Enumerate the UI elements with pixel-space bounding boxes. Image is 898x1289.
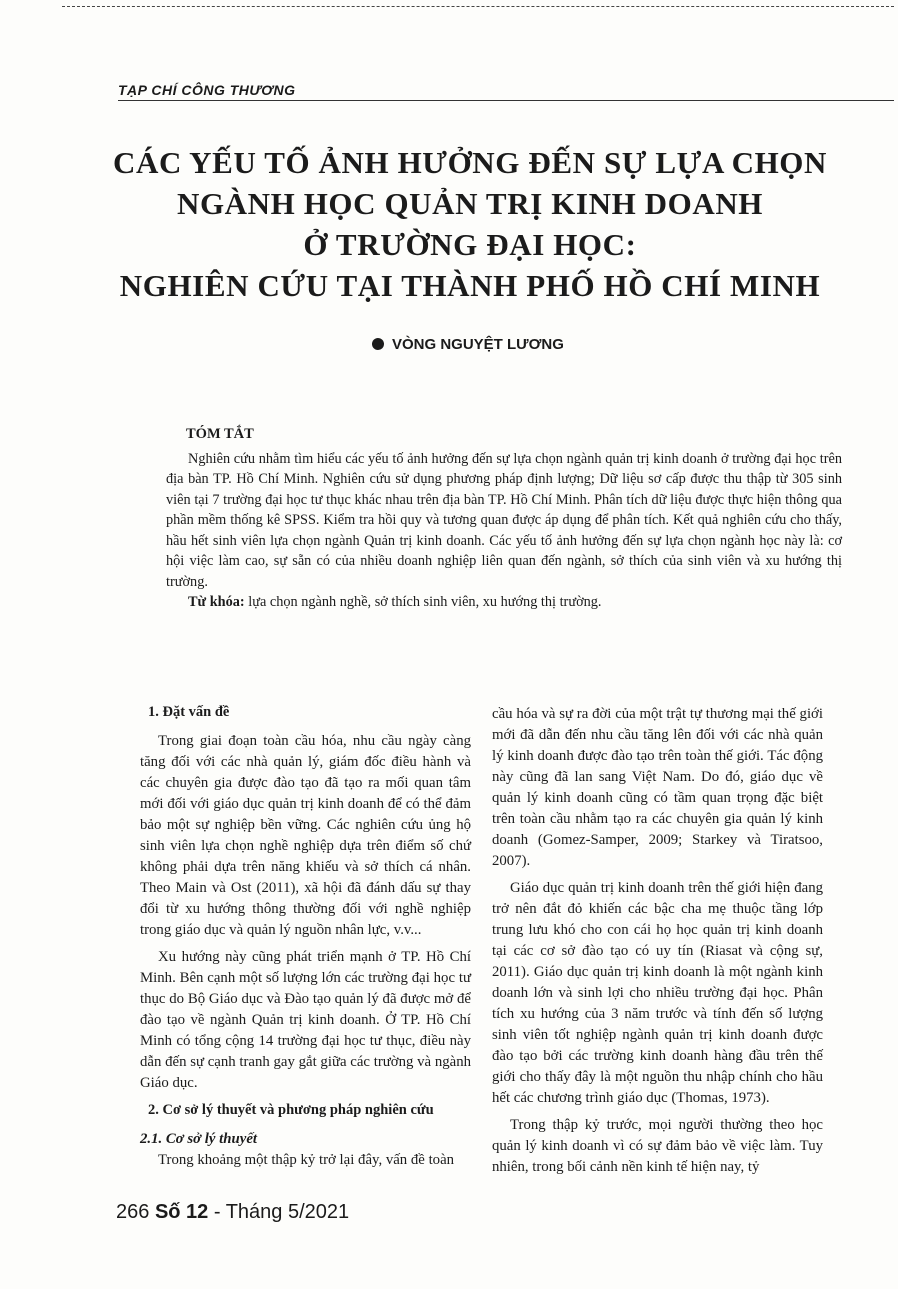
abstract [166,424,842,613]
issue-number: Số 12 [154,1201,209,1223]
top-dashed-rule [62,6,894,7]
page-number: 266 [116,1201,150,1223]
abstract-heading: TÓM TẮT [186,426,254,442]
paragraph: cầu hóa và sự ra đời của một trật tự thương mại thế giới mới đã dẫn đến nhu cầu tăng lên đối với các nhà quản lý kinh doanh được đào tạo trên toàn thế giới. Tác động này cũng đã lan sang Việt Nam. Do đó, giáo dục về quản lý kinh doanh cũng có tầm quan trọng đặc biệt trên toàn cầu nhằm tạo ra các chuyên gia quản lý kinh doanh (Gomez-Samper, 2009; Starkey và Tiratsoo, 2007). [492,706,823,869]
right-column [492,704,823,1178]
section-heading: 1. Đặt vấn đề [148,704,230,720]
keywords [166,592,842,613]
article-title [100,142,840,306]
subsection-heading: 2.1. Cơ sở lý thuyết [140,1131,257,1147]
page-footer [116,1201,349,1224]
title-line: NGÀNH HỌC QUẢN TRỊ KINH DOANH [176,186,764,221]
title-line: Ở TRƯỜNG ĐẠI HỌC: [303,227,637,262]
title-line: NGHIÊN CỨU TẠI THÀNH PHỐ HỒ CHÍ MINH [119,268,821,303]
author-name: VÒNG NGUYỆT LƯƠNG [392,336,564,353]
issue-date: - Tháng 5/2021 [213,1201,350,1223]
paragraph: Trong giai đoạn toàn cầu hóa, nhu cầu ngày càng tăng đối với các nhà quản lý, giám đốc điều hành và các chuyên gia được đào tạo đã tạo ra mối quan tâm mới đối với giáo dục quản trị kinh doanh để có thể đảm bảo một sự nghiệp bền vững. Các nghiên cứu ủng hộ sinh viên lựa chọn nghề nghiệp dựa trên điểm số chứ không phải dựa trên năng khiếu và sở thích cá nhân. Theo Main và Ost (2011), xã hội đã đánh dấu sự thay đổi từ xu hướng thông thường đối với nghề nghiệp trong giáo dục và quản lý nguồn nhân lực, v.v... [140,733,471,938]
title-line: CÁC YẾU TỐ ẢNH HƯỞNG ĐẾN SỰ LỰA CHỌN [113,145,827,180]
left-column [140,702,471,1171]
paragraph: Trong thập kỷ trước, mọi người thường theo học quản lý kinh doanh vì có sự đảm bảo về việc làm. Tuy nhiên, trong bối cảnh nền kinh tế hiện nay, tỷ [492,1117,823,1175]
keywords-text: lựa chọn ngành nghề, sở thích sinh viên, xu hướng thị trường. [244,594,602,610]
paragraph: Trong khoảng một thập kỷ trở lại đây, vấn đề toàn [158,1152,455,1168]
section-heading: 2. Cơ sở lý thuyết và phương pháp nghiên cứu [148,1102,434,1118]
journal-name: TẠP CHÍ CÔNG THƯƠNG [118,82,296,98]
abstract-body: Nghiên cứu nhằm tìm hiểu các yếu tố ảnh hưởng đến sự lựa chọn ngành quản trị kinh doanh ở trường đại học trên địa bàn TP. Hồ Chí Minh. Nghiên cứu sử dụng phương pháp định lượng; Dữ liệu sơ cấp được thu thập từ 305 sinh viên tại 7 trường đại học tư thục khác nhau trên địa bàn TP. Hồ Chí Minh. Phân tích dữ liệu được thực hiện thông qua phần mềm thống kê SPSS. Kiểm tra hồi quy và tương quan được áp dụng để phân tích. Kết quả nghiên cứu cho thấy, hầu hết sinh viên lựa chọn ngành Quản trị kinh doanh. Các yếu tố ảnh hưởng đến sự lựa chọn ngành học này là: cơ hội việc làm cao, sự sẵn có của nhiều doanh nghiệp liên quan đến ngành, sở thích của sinh viên và xu hướng thị trường. [166,450,842,590]
paragraph: Giáo dục quản trị kinh doanh trên thế giới hiện đang trở nên đắt đỏ khiến các bậc cha mẹ thuộc tầng lớp trung lưu khó cho con cái họ học quản trị kinh doanh tại các cơ sở đào tạo có uy tín (Riasat và cộng sự, 2011). Giáo dục quản trị kinh doanh là một ngành kinh doanh lớn và sinh lợi cho nhiều trường đại học. Phân tích xu hướng của 3 năm trước và tính đến số lượng sinh viên tốt nghiệp ngành quản trị kinh doanh được đào tạo bởi các trường kinh doanh hàng đầu trên thế giới cho thấy đây là một nguồn thu nhập chính cho hầu hết các chương trình giáo dục (Thomas, 1973). [492,880,823,1106]
author-line [372,336,564,353]
bullet-icon [372,338,384,350]
paragraph: Xu hướng này cũng phát triển mạnh ở TP. Hồ Chí Minh. Bên cạnh một số lượng lớn các trường đại học tư thục do Bộ Giáo dục và Đào tạo quản lý đã được mở để đào tạo về ngành Quản trị kinh doanh. Ở TP. Hồ Chí Minh có tổng cộng 14 trường đại học tư thục, điều này dẫn đến sự cạnh tranh gay gắt giữa các trường và ngành Giáo dục. [140,949,471,1091]
header-rule [118,100,894,101]
keywords-label: Từ khóa: [188,594,245,610]
